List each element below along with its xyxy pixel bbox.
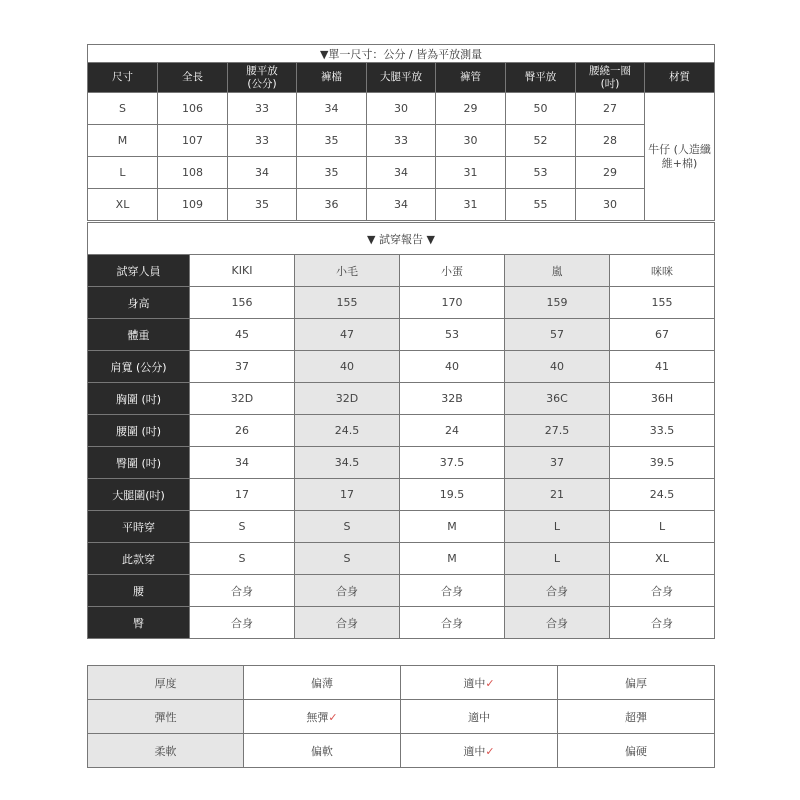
trial-row-label: 臀 (88, 607, 190, 639)
trial-row-label: 體重 (88, 319, 190, 351)
size-row (88, 189, 715, 221)
size-chart-caption: ▼單一尺寸：公分 / 皆為平放測量 (88, 45, 715, 63)
fabric-option (244, 700, 401, 734)
fabric-row-label: 柔軟 (88, 734, 244, 768)
trial-row (88, 319, 715, 351)
trial-cell: 37.5 (400, 447, 505, 479)
size-cell: 28 (576, 125, 645, 157)
fabric-option-label: 偏厚 (625, 676, 647, 690)
size-cell: 53 (506, 157, 576, 189)
trial-cell: L (505, 543, 610, 575)
trial-cell: 合身 (295, 607, 400, 639)
trial-cell: 40 (295, 351, 400, 383)
trial-row (88, 575, 715, 607)
fabric-option (401, 734, 558, 768)
fabric-option-label: 適中 (468, 710, 490, 724)
header-waist-round-unit: (吋) (600, 77, 620, 90)
trial-cell: 37 (505, 447, 610, 479)
fabric-row (88, 666, 715, 700)
size-cell: 106 (158, 93, 228, 125)
size-cell: 107 (158, 125, 228, 157)
trial-report-table (87, 222, 715, 639)
size-cell: S (88, 93, 158, 125)
size-cell: 33 (228, 125, 297, 157)
size-cell: M (88, 125, 158, 157)
size-cell: 31 (436, 157, 506, 189)
trial-cell: M (400, 511, 505, 543)
trial-cell: S (295, 511, 400, 543)
size-cell: 34 (297, 93, 367, 125)
trial-cell: 合身 (190, 575, 295, 607)
size-cell: 30 (436, 125, 506, 157)
size-cell: 30 (367, 93, 436, 125)
fabric-option-label: 適中 (463, 676, 486, 690)
header-size: 尺寸 (88, 63, 158, 93)
trial-cell: 34 (190, 447, 295, 479)
trial-cell: 37 (190, 351, 295, 383)
trial-row-label: 大腿圍(吋) (88, 479, 190, 511)
trial-cell: 小毛 (295, 255, 400, 287)
trial-cell: 32B (400, 383, 505, 415)
fabric-option-label: 無彈 (306, 710, 329, 724)
trial-cell: 26 (190, 415, 295, 447)
trial-cell: XL (610, 543, 715, 575)
trial-row-label: 胸圍 (吋) (88, 383, 190, 415)
trial-cell: 合身 (505, 575, 610, 607)
trial-cell: 40 (400, 351, 505, 383)
header-waist-flat (228, 63, 297, 93)
size-cell: 35 (228, 189, 297, 221)
size-cell: 55 (506, 189, 576, 221)
size-cell: 29 (436, 93, 506, 125)
trial-cell: L (610, 511, 715, 543)
trial-row (88, 607, 715, 639)
fabric-option (558, 666, 715, 700)
size-cell: 29 (576, 157, 645, 189)
size-cell: 33 (228, 93, 297, 125)
trial-cell: S (295, 543, 400, 575)
fabric-option-label: 超彈 (625, 710, 647, 724)
size-cell: 36 (297, 189, 367, 221)
size-row (88, 125, 715, 157)
check-icon: ✓ (485, 744, 495, 758)
trial-cell: 17 (295, 479, 400, 511)
trial-cell: 57 (505, 319, 610, 351)
trial-cell: 24.5 (295, 415, 400, 447)
trial-row (88, 287, 715, 319)
fabric-option (244, 666, 401, 700)
fabric-option (244, 734, 401, 768)
material-cell (645, 93, 715, 221)
material-text: 牛仔 (人造纖維+棉) (648, 142, 711, 170)
fabric-option-label: 適中 (463, 744, 486, 758)
trial-cell: 合身 (505, 607, 610, 639)
size-cell: 34 (367, 157, 436, 189)
trial-row (88, 511, 715, 543)
size-cell: 50 (506, 93, 576, 125)
trial-cell: 32D (190, 383, 295, 415)
trial-cell: 咪咪 (610, 255, 715, 287)
trial-cell: 合身 (190, 607, 295, 639)
trial-cell: 合身 (295, 575, 400, 607)
trial-cell: 155 (295, 287, 400, 319)
trial-row-label: 試穿人員 (88, 255, 190, 287)
trial-cell: 合身 (400, 607, 505, 639)
size-cell: 35 (297, 125, 367, 157)
fabric-row-label: 厚度 (88, 666, 244, 700)
fabric-option (558, 734, 715, 768)
check-icon: ✓ (485, 676, 495, 690)
fabric-option (401, 700, 558, 734)
trial-report-caption: ▼ 試穿報告 ▼ (88, 223, 715, 255)
trial-row (88, 543, 715, 575)
header-material: 材質 (645, 63, 715, 93)
size-cell: XL (88, 189, 158, 221)
trial-cell: 21 (505, 479, 610, 511)
trial-cell: 17 (190, 479, 295, 511)
size-cell: 34 (367, 189, 436, 221)
header-waist-flat-label: 腰平放 (246, 64, 278, 77)
trial-row-label: 此款穿 (88, 543, 190, 575)
trial-row (88, 447, 715, 479)
trial-cell: 155 (610, 287, 715, 319)
trial-cell: S (190, 511, 295, 543)
trial-cell: L (505, 511, 610, 543)
trial-cell: 32D (295, 383, 400, 415)
trial-row-label: 平時穿 (88, 511, 190, 543)
trial-cell: 36C (505, 383, 610, 415)
trial-cell: 45 (190, 319, 295, 351)
size-cell: 33 (367, 125, 436, 157)
trial-cell: 34.5 (295, 447, 400, 479)
fabric-row-label: 彈性 (88, 700, 244, 734)
trial-cell: 嵐 (505, 255, 610, 287)
trial-cell: 159 (505, 287, 610, 319)
size-cell: L (88, 157, 158, 189)
trial-cell: 41 (610, 351, 715, 383)
trial-cell: 53 (400, 319, 505, 351)
fabric-option (401, 666, 558, 700)
trial-row-label: 身高 (88, 287, 190, 319)
trial-cell: 合身 (610, 607, 715, 639)
trial-cell: KIKI (190, 255, 295, 287)
header-hem: 褲管 (436, 63, 506, 93)
header-waist-round (576, 63, 645, 93)
fabric-option-label: 偏軟 (311, 744, 333, 758)
size-cell: 108 (158, 157, 228, 189)
fabric-row (88, 700, 715, 734)
fabric-option-label: 偏薄 (311, 676, 333, 690)
trial-row (88, 415, 715, 447)
trial-cell: 170 (400, 287, 505, 319)
size-cell: 27 (576, 93, 645, 125)
fabric-option (558, 700, 715, 734)
trial-cell: 33.5 (610, 415, 715, 447)
size-cell: 31 (436, 189, 506, 221)
trial-row-label: 肩寬 (公分) (88, 351, 190, 383)
check-icon: ✓ (328, 710, 338, 724)
trial-cell: 40 (505, 351, 610, 383)
size-cell: 34 (228, 157, 297, 189)
trial-cell: 24 (400, 415, 505, 447)
size-cell: 52 (506, 125, 576, 157)
trial-row (88, 479, 715, 511)
trial-row-label: 腰圍 (吋) (88, 415, 190, 447)
size-cell: 30 (576, 189, 645, 221)
trial-cell: 47 (295, 319, 400, 351)
header-hip-flat: 臀平放 (506, 63, 576, 93)
trial-cell: 19.5 (400, 479, 505, 511)
trial-cell: 24.5 (610, 479, 715, 511)
trial-cell: 小蛋 (400, 255, 505, 287)
header-rise: 褲檔 (297, 63, 367, 93)
trial-cell: 39.5 (610, 447, 715, 479)
trial-cell: 27.5 (505, 415, 610, 447)
header-length: 全長 (158, 63, 228, 93)
trial-row (88, 351, 715, 383)
header-waist-round-label: 腰繞一圈 (589, 64, 631, 77)
trial-row (88, 255, 715, 287)
trial-row (88, 383, 715, 415)
trial-cell: 合身 (400, 575, 505, 607)
size-cell: 109 (158, 189, 228, 221)
fabric-row (88, 734, 715, 768)
fabric-properties-table (87, 665, 715, 768)
trial-cell: 67 (610, 319, 715, 351)
trial-row-label: 腰 (88, 575, 190, 607)
trial-cell: 36H (610, 383, 715, 415)
header-waist-flat-unit: (公分) (247, 77, 277, 90)
header-thigh-flat: 大腿平放 (367, 63, 436, 93)
size-chart-table (87, 44, 715, 221)
trial-row-label: 臀圍 (吋) (88, 447, 190, 479)
size-cell: 35 (297, 157, 367, 189)
trial-cell: 合身 (610, 575, 715, 607)
fabric-option-label: 偏硬 (625, 744, 647, 758)
trial-cell: S (190, 543, 295, 575)
trial-cell: M (400, 543, 505, 575)
trial-cell: 156 (190, 287, 295, 319)
size-row (88, 93, 715, 125)
size-row (88, 157, 715, 189)
